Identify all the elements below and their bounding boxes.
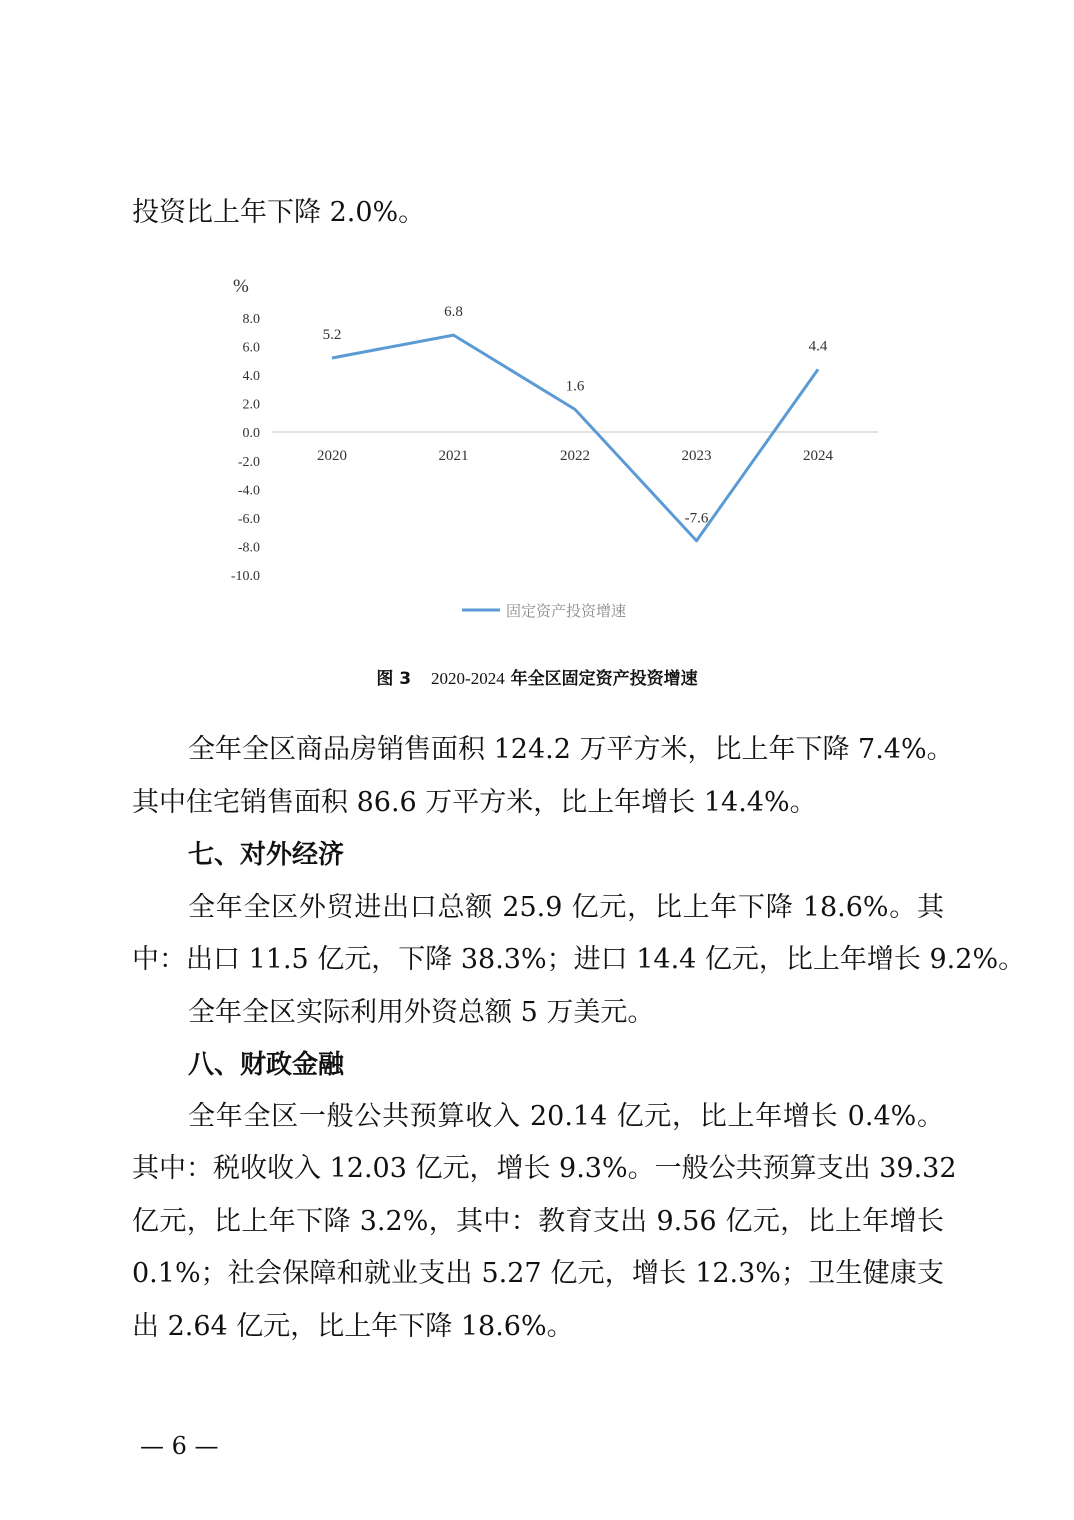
section-heading-7: 七、对外经济 (188, 840, 345, 870)
x-tick-label: 2022 (560, 448, 590, 465)
y-tick-label: -10.0 (230, 569, 260, 584)
paragraph-finance-1: 全年全区一般公共预算收入 20.14 亿元，比上年增长 0.4%。 (188, 1101, 944, 1132)
page-number: — 6 — (140, 1432, 219, 1460)
y-tick-label: 0.0 (242, 426, 260, 442)
legend (462, 602, 626, 620)
paragraph-top: 投资比上年下降 2.0%。 (132, 197, 426, 228)
y-tick-label: -6.0 (237, 511, 260, 527)
y-tick-label: -8.0 (237, 540, 260, 556)
data-label: 1.6 (565, 378, 585, 395)
paragraph-finance-3: 亿元，比上年下降 3.2%，其中：教育支出 9.56 亿元，比上年增长 (132, 1206, 944, 1237)
paragraph-finance-2: 其中：税收收入 12.03 亿元，增长 9.3%。一般公共预算支出 39.32 (132, 1153, 957, 1184)
caption-title: 年全区固定资产投资增速 (504, 669, 698, 689)
y-tick-label: 6.0 (242, 340, 260, 356)
x-tick-label: 2023 (681, 448, 712, 465)
caption-years: 2020-2024 (431, 669, 505, 688)
x-tick-label: 2024 (803, 448, 833, 465)
paragraph-housing-2: 其中住宅销售面积 86.6 万平方米，比上年增长 14.4%。 (132, 787, 817, 818)
series-line-investment-growth (332, 335, 818, 541)
y-tick-label: -2.0 (237, 454, 260, 470)
data-label: 6.8 (444, 304, 463, 321)
caption-fig-number: 图 3 (376, 669, 412, 689)
data-label: 4.4 (808, 338, 828, 355)
figure-caption (0, 664, 1074, 689)
paragraph-fdi: 全年全区实际利用外资总额 5 万美元。 (188, 997, 655, 1028)
paragraph-trade-2: 中：出口 11.5 亿元，下降 38.3%；进口 14.4 亿元，比上年增长 9.2%。 (132, 944, 1026, 975)
y-tick-label: -4.0 (237, 483, 260, 499)
investment-growth-chart (200, 262, 900, 642)
paragraph-finance-5: 出 2.64 亿元，比上年下降 18.6%。 (132, 1311, 574, 1342)
y-tick-label: 2.0 (242, 397, 260, 413)
legend-label: 固定资产投资增速 (506, 602, 627, 620)
y-axis-unit-label: % (233, 276, 249, 297)
data-label: -7.6 (684, 510, 709, 527)
section-heading-8: 八、财政金融 (188, 1050, 345, 1080)
x-tick-label: 2021 (438, 448, 469, 465)
data-label: 5.2 (322, 326, 342, 343)
paragraph-trade-1: 全年全区外贸进出口总额 25.9 亿元，比上年下降 18.6%。其 (188, 892, 944, 923)
paragraph-housing-1: 全年全区商品房销售面积 124.2 万平方米，比上年下降 7.4%。 (188, 734, 954, 765)
x-tick-label: 2020 (317, 448, 347, 465)
paragraph-finance-4: 0.1%；社会保障和就业支出 5.27 亿元，增长 12.3%；卫生健康支 (132, 1258, 944, 1289)
y-tick-label: 8.0 (242, 312, 260, 327)
y-tick-label: 4.0 (242, 369, 260, 385)
